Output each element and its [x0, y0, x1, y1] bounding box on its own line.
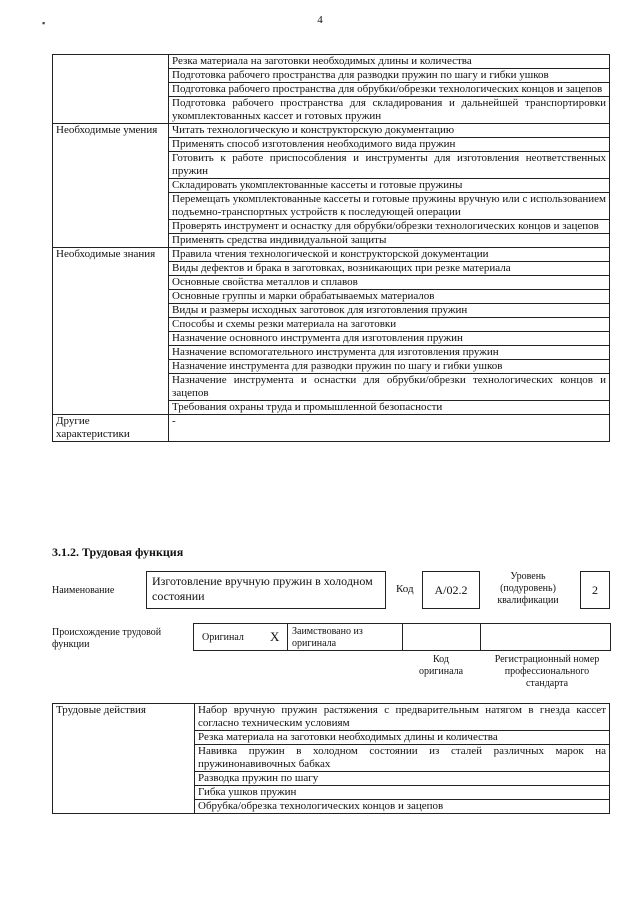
row-label: [53, 193, 169, 220]
table-row: [53, 248, 610, 262]
origin-divider-1: [287, 623, 288, 651]
table-row: [53, 179, 610, 193]
row-label: [53, 234, 169, 248]
code-value: А/02.2: [434, 583, 468, 597]
page-number: 4: [317, 14, 323, 26]
table-row: [53, 124, 610, 138]
row-text: Разводка пружин по шагу: [195, 772, 610, 786]
row-text: Проверять инструмент и оснастку для обрубки/обрезки технологических концов и зацепов: [169, 220, 610, 234]
row-label: [53, 290, 169, 304]
origin-row: [193, 623, 611, 651]
row-label: [53, 346, 169, 360]
level-value-box: [580, 571, 610, 609]
row-text: Гибка ушков пружин: [195, 786, 610, 800]
table-row: [53, 97, 610, 124]
row-label: [53, 318, 169, 332]
row-label: [53, 138, 169, 152]
origin-divider-3: [480, 623, 481, 651]
row-text: Правила чтения технологической и конструкторской документации: [169, 248, 610, 262]
table-row: [53, 193, 610, 220]
table-row: [53, 234, 610, 248]
borrowed-label: Заимствовано из оригинала: [292, 626, 363, 649]
row-label: [53, 262, 169, 276]
row-text: Назначение основного инструмента для изготовления пружин: [169, 332, 610, 346]
table-row: [53, 152, 610, 179]
row-text: Резка материала на заготовки необходимых длины и количества: [169, 55, 610, 69]
name-label: Наименование: [52, 585, 115, 596]
row-label: [53, 304, 169, 318]
table-row: [53, 304, 610, 318]
row-text: Назначение инструмента для разводки пружин по шагу и гибки ушков: [169, 360, 610, 374]
row-label: [53, 401, 169, 415]
row-label: [53, 772, 195, 786]
origin-divider-2: [402, 623, 403, 651]
row-text: Виды дефектов и брака в заготовках, возникающих при резке материала: [169, 262, 610, 276]
requirements-table: [52, 54, 610, 442]
row-text: Читать технологическую и конструкторскую документацию: [169, 124, 610, 138]
table-row: [53, 401, 610, 415]
table-row: [53, 360, 610, 374]
row-label: [53, 731, 195, 745]
table-row: [53, 346, 610, 360]
table-row: [53, 800, 610, 814]
row-text: Основные свойства металлов и сплавов: [169, 276, 610, 290]
table-row: [53, 69, 610, 83]
row-label: [53, 745, 195, 772]
table-row: [53, 786, 610, 800]
row-label: Необходимые умения: [53, 124, 169, 138]
table-row: [53, 731, 610, 745]
function-name-box: [146, 571, 386, 609]
row-text: Готовить к работе приспособления и инструменты для изготовления неответственных пружин: [169, 152, 610, 179]
original-label: Оригинал: [202, 632, 244, 643]
original-mark: X: [270, 629, 280, 644]
row-text: Применять средства индивидуальной защиты: [169, 234, 610, 248]
table-row: [53, 262, 610, 276]
function-name: Изготовление вручную пружин в холодном состоянии: [152, 574, 373, 603]
level-label: Уровень (подуровень) квалификации: [497, 571, 559, 606]
row-label: [53, 276, 169, 290]
section-title: 3.1.2. Трудовая функция: [52, 545, 184, 559]
row-label: [53, 220, 169, 234]
reg-caption: Регистрационный номер профессионального стандарта: [494, 654, 600, 689]
row-label: Другие характеристики: [53, 415, 169, 442]
row-label: Трудовые действия: [53, 704, 195, 731]
level-value: 2: [592, 583, 598, 597]
table-row: [53, 83, 610, 97]
row-label: [53, 55, 169, 69]
table-row: [53, 704, 610, 731]
row-label: [53, 786, 195, 800]
row-text: Подготовка рабочего пространства для обрубки/обрезки технологических концов и зацепов: [169, 83, 610, 97]
table-row: [53, 318, 610, 332]
work-actions-table: [52, 703, 610, 814]
row-text: Применять способ изготовления необходимого вида пружин: [169, 138, 610, 152]
table-row: [53, 220, 610, 234]
table-row: [53, 374, 610, 401]
row-text: Обрубка/обрезка технологических концов и зацепов: [195, 800, 610, 814]
row-text: -: [169, 415, 610, 442]
code-label: Код: [396, 583, 414, 595]
row-label: [53, 152, 169, 179]
table-row: [53, 55, 610, 69]
row-label: [53, 374, 169, 401]
table-row: [53, 290, 610, 304]
table-row: [53, 745, 610, 772]
row-text: Складировать укомплектованные кассеты и готовые пружины: [169, 179, 610, 193]
row-text: Подготовка рабочего пространства для разводки пружин по шагу и гибки ушков: [169, 69, 610, 83]
row-text: Перемещать укомплектованные кассеты и готовые пружины вручную или с использованием подъемно-транспортных устройств к последующей операции: [169, 193, 610, 220]
row-label: [53, 83, 169, 97]
row-label: [53, 800, 195, 814]
row-text: Виды и размеры исходных заготовок для изготовления пружин: [169, 304, 610, 318]
row-label: [53, 179, 169, 193]
row-text: Назначение вспомогательного инструмента для изготовления пружин: [169, 346, 610, 360]
row-label: [53, 332, 169, 346]
row-text: Навивка пружин в холодном состоянии из сталей различных марок на пружинонавивочных бабках: [195, 745, 610, 772]
row-text: Подготовка рабочего пространства для складирования и дальнейшей транспортировки укомплектованных кассет и готовых пружин: [169, 97, 610, 124]
row-text: Основные группы и марки обрабатываемых материалов: [169, 290, 610, 304]
row-label: [53, 69, 169, 83]
table-row: [53, 276, 610, 290]
row-text: Требования охраны труда и промышленной безопасности: [169, 401, 610, 415]
row-text: Резка материала на заготовки необходимых длины и количества: [195, 731, 610, 745]
row-label: Необходимые знания: [53, 248, 169, 262]
row-text: Набор вручную пружин растяжения с предварительным натягом в гнезда кассет согласно техническим условиям: [195, 704, 610, 731]
corner-mark: ▪: [42, 18, 46, 28]
table-row: [53, 772, 610, 786]
table-row: [53, 138, 610, 152]
origin-label: Происхождение трудовой функции: [52, 627, 162, 650]
row-text: Способы и схемы резки материала на заготовки: [169, 318, 610, 332]
row-label: [53, 97, 169, 124]
table-row: [53, 332, 610, 346]
row-text: Назначение инструмента и оснастки для обрубки/обрезки технологических концов и зацепов: [169, 374, 610, 401]
code-value-box: [422, 571, 480, 609]
code-caption: Код оригинала: [418, 654, 464, 677]
row-label: [53, 360, 169, 374]
table-row: [53, 415, 610, 442]
